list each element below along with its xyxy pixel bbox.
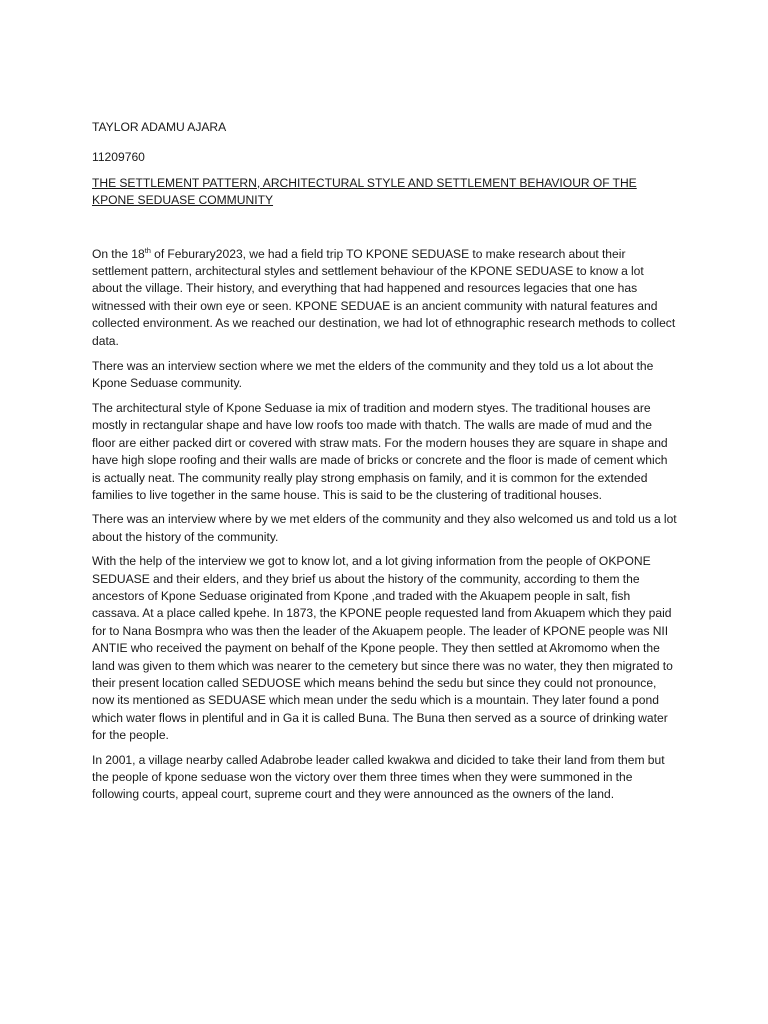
intro-paragraph xyxy=(92,246,677,350)
intro-date-start: On the 18 xyxy=(92,246,145,261)
student-id: 11209760 xyxy=(92,150,145,165)
paragraph-elders-welcome: There was an interview where by we met elders of the community and they also welcomed us and told us a lot about the history of the community. xyxy=(92,512,677,544)
author-name: TAYLOR ADAMU AJARA xyxy=(92,120,227,134)
intro-text: of Feburary2023, we had a field trip TO KPONE SEDUASE to make research about their settlement pattern, architectural styles and settlement behaviour of the KPONE SEDUASE to know a lot about the village. Their history, and everything that had happened and resources legacies that one has witnessed with their own eye or seen. KPONE SEDUAE is an ancient community with natural features and collected environment. As we reached our destination, we had lot of ethnographic research methods to collect data. xyxy=(92,246,676,348)
paragraph-history: With the help of the interview we got to know lot, and a lot giving information from the people of OKPONE SEDUASE and their elders, and they brief us about the history of the community, according to them the ancestors of Kpone Seduase originated from Kpone ,and traded with the Akuapem people in salt, fish cassava. At a place called kpehe. In 1873, the KPONE people requested land from Akuapem which they paid for to Nana Bosmpra who was then the leader of the Akuapem people. The leader of KPONE people was NII ANTIE who received the payment on behalf of the Kpone people. They then settled at Akromomo when the land was given to them which was nearer to the cemetery but since there was no water, they then migrated to their present location called SEDUOSE which means behind the sedu but since they could not pronounce, now its mentioned as SEDUASE which mean under the sedu which is a mountain. They later found a pond which water flows in plentiful and in Ga it is called Buna. The Buna then served as a source of drinking water for the people. xyxy=(92,554,673,743)
document-title: THE SETTLEMENT PATTERN, ARCHITECTURAL STYLE AND SETTLEMENT BEHAVIOUR OF THE KPONE SEDUASE COMMUNITY xyxy=(92,175,637,208)
document-body xyxy=(92,119,677,811)
date-superscript: th xyxy=(144,245,151,255)
paragraph-land-dispute: In 2001, a village nearby called Adabrobe leader called kwakwa and dicided to take their land from them but the people of kpone seduase won the victory over them three times when they were summoned in the following courts, appeal court, supreme court and they were announced as the owners of the land. xyxy=(92,752,665,802)
paragraph-interview-section: There was an interview section where we met the elders of the community and they told us a lot about the Kpone Seduase community. xyxy=(92,359,654,391)
paragraph-architecture: The architectural style of Kpone Seduase ia mix of tradition and modern styes. The traditional houses are mostly in rectangular shape and have low roofs too made with thatch. The walls are made of mud and the floor are either packed dirt or covered with straw mats. For the modern houses they are square in shape and have high slope roofing and their walls are made of bricks or concrete and the floor is made of cement which is actually neat. The community really play strong emphasis on family, and it is common for the extended families to live together in the same house. This is said to be the clustering of traditional houses. xyxy=(92,400,668,502)
